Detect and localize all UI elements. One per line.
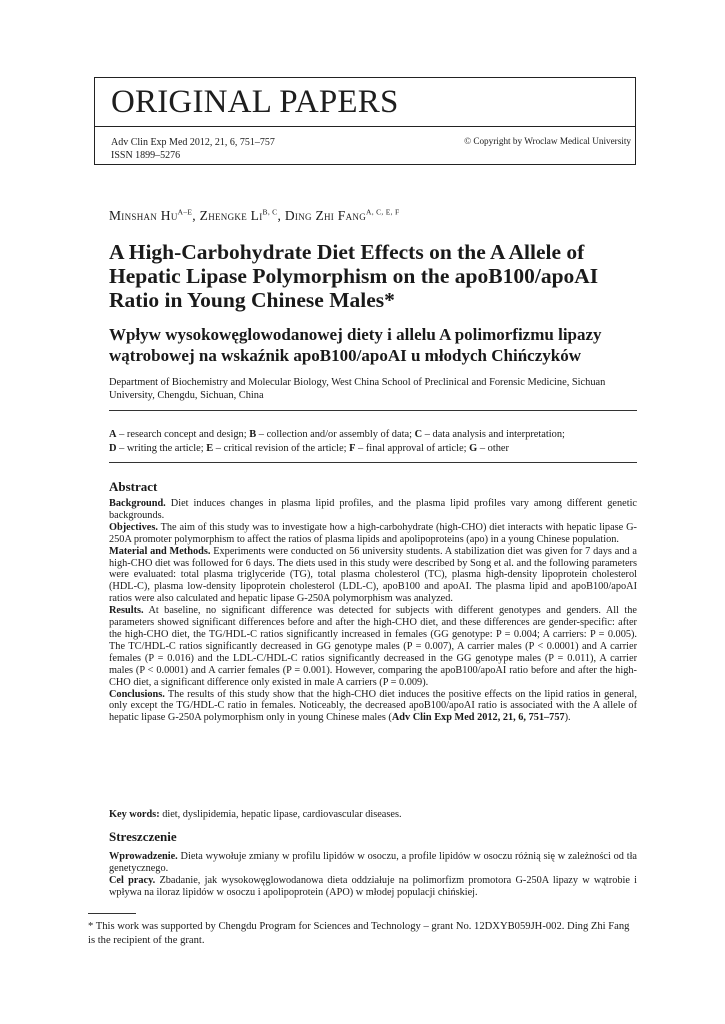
journal-line: Adv Clin Exp Med 2012, 21, 6, 751–757 (111, 137, 275, 148)
abstract-paragraph: Objectives. The aim of this study was to investigate how a high-carbohydrate (high-CHO) diet interacts with hepatic lipase G-250A promoter polymorphism to affect the ratios of plasma lipids and apolipoproteins (apo) in a young Chinese population. (109, 521, 637, 545)
author: Minshan $Hu^{A-E}$, (109, 207, 200, 223)
abstract-paragraph: Results. At baseline, no significant difference was detected for subjects with different genotypes and genders. All the parameters showed significant differences before and after the high-CHO diet, and these differences are gender-specific: after the high-CHO diet, the TG/HDL-C ratios significantly increased in females (GG genotype: P = 0.004; A carriers: P = 0.005). The TC/HDL-C ratios significantly decreased in GG genotype males (P = 0.007), A carrier males (P < 0.0001) and A carrier females (P = 0.016) and the LDL-C/HDL-C ratios significantly decreased in the GG genotype males (P = 0.011), A carrier males (P < 0.0001) and A carrier females (P = 0.001). However, comparing the apoB100/apoAI ratio before and after the high-CHO diet, a significant difference only existed in male A carriers (P = 0.009). (109, 605, 637, 688)
section-title: ORIGINAL PAPERS (111, 84, 399, 120)
streszczenie-body (109, 851, 637, 899)
contributions-line-2: D – writing the article; E – critical revision of the article; F – final approval of article; G – other (109, 442, 509, 454)
footnote: * This work was supported by Chengdu Program for Sciences and Technology – grant No. 12DXYB059JH-002. Ding Zhi Fang is the recipient of the grant. (88, 921, 630, 946)
streszczenie-paragraph: Cel pracy. Zbadanie, jak wysokowęglowodanowa dieta oddziałuje na polimorfizm promotora G-250A lipazy w wątrobie i wpływa na iloraz lipidów w osoczu i apolipoprotein (APO) w młodej populacji chińskiej. (109, 874, 637, 898)
affiliation: Department of Biochemistry and Molecular Biology, West China School of Preclinical and Forensic Medicine, Sichuan University, Chengdu, Sichuan, China (109, 377, 606, 401)
author: Ding Zhi Fang$^{A, C, E, F}$ (284, 207, 400, 223)
abstract-heading: Abstract (109, 479, 158, 494)
contributions-line-1: A – research concept and design; B – collection and/or assembly of data; C – data analysis and interpretation; (109, 429, 565, 440)
author-contributions (109, 428, 629, 455)
journal-meta-box (94, 126, 636, 165)
abstract-body (109, 498, 637, 724)
divider-bottom (109, 462, 637, 463)
footnote-rule (88, 913, 136, 914)
article-title-english: A High-Carbohydrate Diet Effects on the A Allele of Hepatic Lipase Polymorphism on the apoB100/apoAI Ratio in Young Chinese Males* (109, 240, 599, 312)
streszczenie-paragraph: Wprowadzenie. Dieta wywołuje zmiany w profilu lipidów w osoczu, a profile lipidów w osoczu różnią się w zależności od tła genetycznego. (109, 851, 637, 874)
journal-citation (111, 136, 275, 162)
streszczenie-heading: Streszczenie (109, 829, 177, 844)
article-title-polish: Wpływ wysokowęglowodanowej diety i allelu A polimorfizmu lipazy wątrobowej na wskaźnik apoB100/apoAI u młodych Chińczyków (109, 325, 602, 365)
abstract-paragraph: Conclusions. The results of this study show that the high-CHO diet induces the positive effects on the lipid ratios in general, only except the TG/HDL-C ratio in females. Noticeably, the decreased apoB100/apoAI ratio is associated with the A allele of hepatic lipase G-250A polymorphism only in young Chinese males (Adv Clin Exp Med 2012, 21, 6, 751–757). (109, 688, 637, 724)
divider-top (109, 410, 637, 411)
section-header-box (94, 77, 636, 127)
abstract-paragraph: Material and Methods. Experiments were conducted on 56 university students. A stabilization diet was given for 7 days and a high-CHO diet was followed for 6 days. The diets used in this study were described by Song et al. and the following parameters were evaluated: total plasma triglyceride (TG), total plasma cholesterol (TC), plasma high-density lipoprotein cholesterol (HDL-C), plasma low-density lipoprotein cholesterol (LDL-C), apoB100 and apoAI. The plasma lipid and apoB100/apoAI ratios were also calculated and hepatic lipase G-250A polymorphism was analyzed. (109, 545, 637, 605)
keywords: Key words: diet, dyslipidemia, hepatic lipase, cardiovascular diseases. (109, 809, 402, 820)
author: Zhengke $Li^{B, C}$, (199, 207, 285, 223)
issn: ISSN 1899–5276 (111, 150, 181, 161)
author-list (109, 207, 399, 224)
abstract-paragraph: Background. Diet induces changes in plasma lipid profiles, and the plasma lipid profiles vary among different genetic backgrounds. (109, 498, 637, 521)
copyright-notice: © Copyright by Wroclaw Medical University (464, 136, 631, 146)
